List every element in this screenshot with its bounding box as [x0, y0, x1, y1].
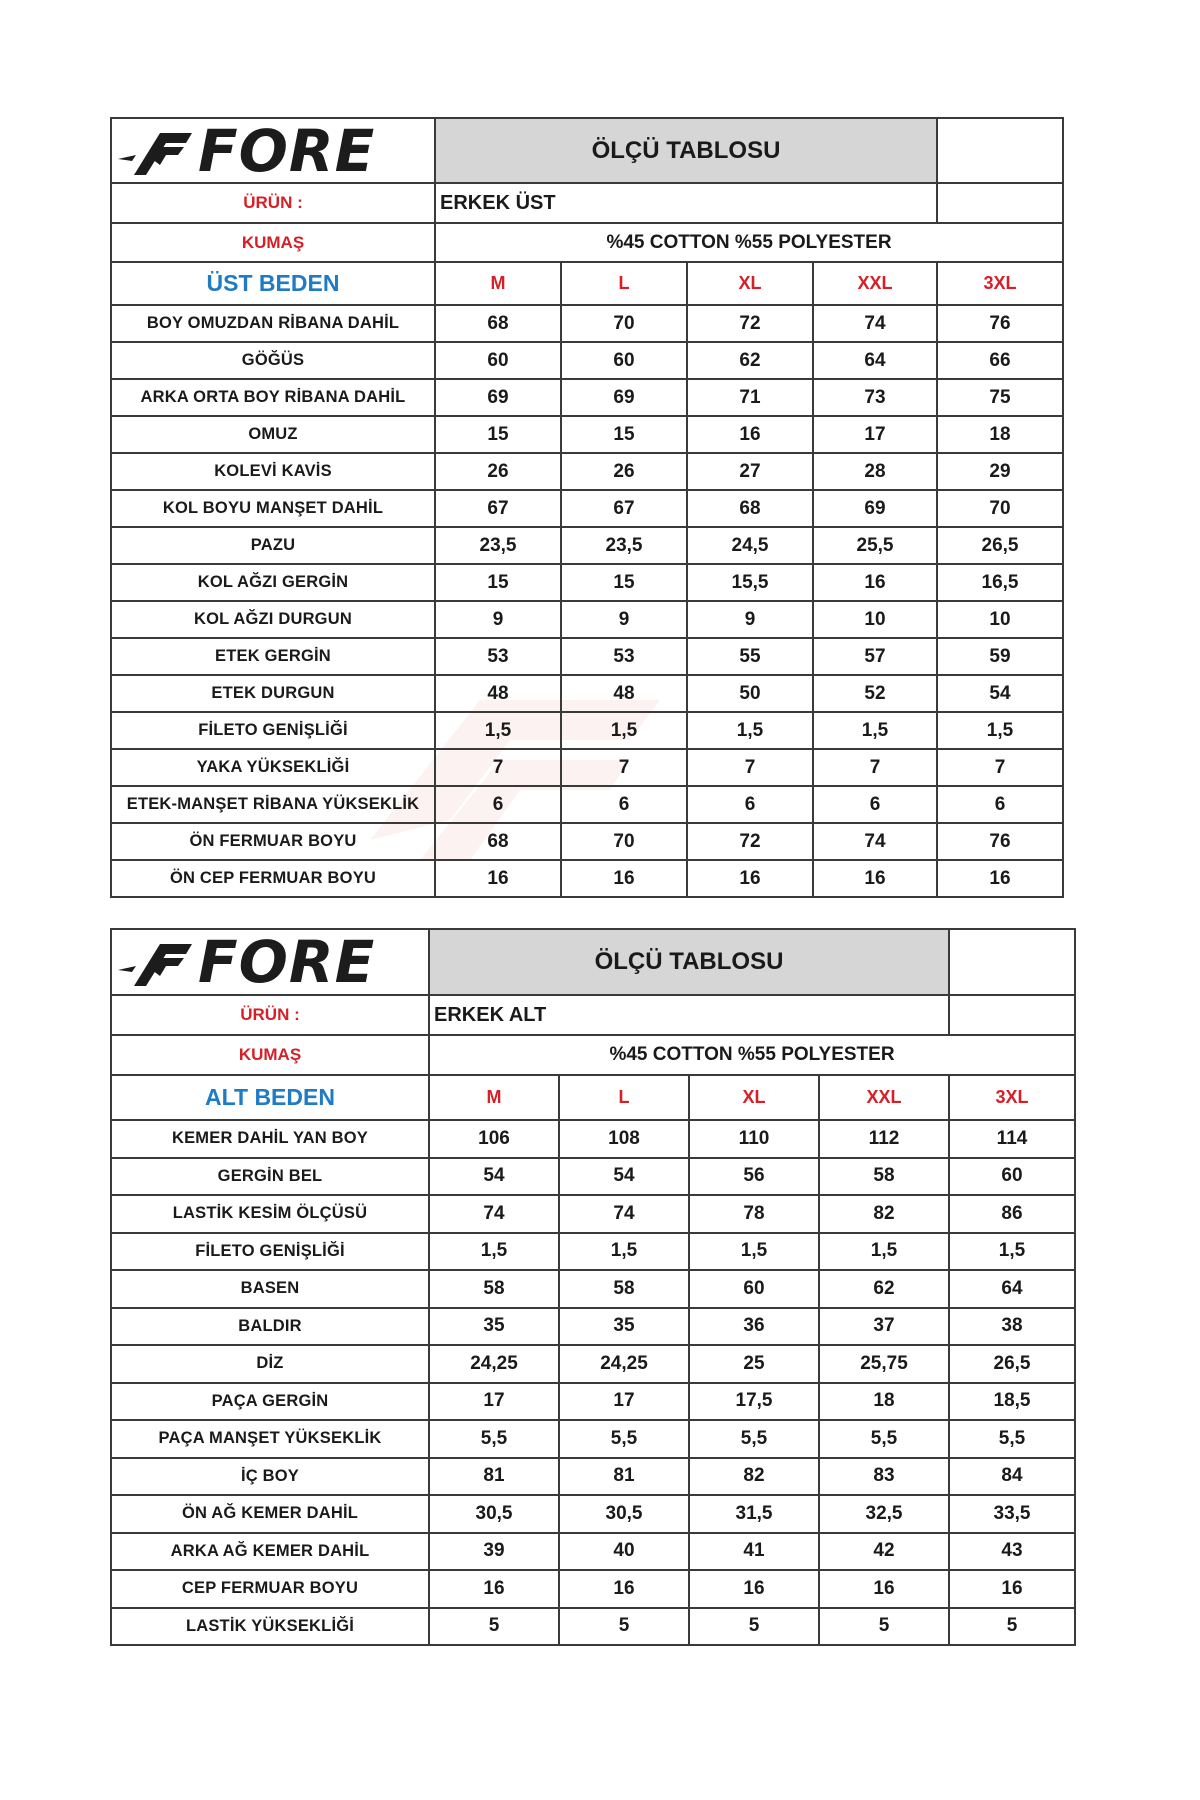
table-row: [111, 1120, 1075, 1158]
measurement-value: 36: [689, 1308, 819, 1346]
measurement-value: 6: [561, 786, 687, 823]
measurement-value: 5,5: [559, 1420, 689, 1458]
measurement-value: 5: [559, 1608, 689, 1646]
measurement-value: 15: [435, 564, 561, 601]
size-col-3xl: 3XL: [949, 1075, 1075, 1120]
measurement-value: 16: [813, 860, 937, 897]
measurement-value: 17,5: [689, 1383, 819, 1421]
measurement-value: 1,5: [689, 1233, 819, 1271]
measurement-label: KOL AĞZI DURGUN: [111, 601, 435, 638]
table-row: [111, 675, 1063, 712]
measurement-value: 54: [559, 1158, 689, 1196]
measurement-value: 112: [819, 1120, 949, 1158]
measurement-value: 17: [559, 1383, 689, 1421]
measurement-value: 9: [687, 601, 813, 638]
table-row: [111, 305, 1063, 342]
table-row: [111, 1533, 1075, 1571]
table-row: [111, 527, 1063, 564]
measurement-value: 1,5: [949, 1233, 1075, 1271]
measurement-value: 69: [561, 379, 687, 416]
measurement-value: 7: [435, 749, 561, 786]
measurement-value: 16: [561, 860, 687, 897]
header-blank-cell: [949, 929, 1075, 995]
measurement-value: 18: [819, 1383, 949, 1421]
measurement-value: 35: [429, 1308, 559, 1346]
measurement-value: 24,5: [687, 527, 813, 564]
measurement-value: 15,5: [687, 564, 813, 601]
measurement-value: 5: [429, 1608, 559, 1646]
table-row: [111, 1495, 1075, 1533]
measurement-value: 6: [813, 786, 937, 823]
measurement-value: 16: [429, 1570, 559, 1608]
measurement-value: 28: [813, 453, 937, 490]
measurement-value: 82: [689, 1458, 819, 1496]
measurement-label: ETEK GERGİN: [111, 638, 435, 675]
measurement-value: 7: [813, 749, 937, 786]
measurement-label: ÖN FERMUAR BOYU: [111, 823, 435, 860]
measurement-label: BOY OMUZDAN RİBANA DAHİL: [111, 305, 435, 342]
table-row: [111, 1458, 1075, 1496]
measurement-value: 81: [429, 1458, 559, 1496]
measurement-label: KOLEVİ KAVİS: [111, 453, 435, 490]
measurement-value: 26,5: [949, 1345, 1075, 1383]
measurement-value: 24,25: [559, 1345, 689, 1383]
table-row: [111, 1420, 1075, 1458]
table-row: [111, 638, 1063, 675]
measurement-label: YAKA YÜKSEKLİĞİ: [111, 749, 435, 786]
measurement-value: 69: [435, 379, 561, 416]
measurement-label: ÖN AĞ KEMER DAHİL: [111, 1495, 429, 1533]
measurement-value: 16: [937, 860, 1063, 897]
header-blank-cell: [937, 118, 1063, 183]
measurement-value: 1,5: [687, 712, 813, 749]
measurement-label: ETEK-MANŞET RİBANA YÜKSEKLİK: [111, 786, 435, 823]
measurement-value: 9: [435, 601, 561, 638]
header-row: [111, 118, 1063, 183]
measurement-value: 5: [819, 1608, 949, 1646]
product-label: ÜRÜN :: [111, 995, 429, 1035]
table-row: [111, 860, 1063, 897]
measurement-value: 108: [559, 1120, 689, 1158]
table-row: [111, 712, 1063, 749]
measurement-value: 16: [949, 1570, 1075, 1608]
measurement-value: 1,5: [813, 712, 937, 749]
measurement-value: 24,25: [429, 1345, 559, 1383]
measurement-value: 16: [687, 416, 813, 453]
product-row: [111, 995, 1075, 1035]
measurement-label: ARKA AĞ KEMER DAHİL: [111, 1533, 429, 1571]
table-row: [111, 1270, 1075, 1308]
table-row: [111, 1570, 1075, 1608]
measurement-value: 7: [687, 749, 813, 786]
table-row: [111, 749, 1063, 786]
measurement-value: 18: [937, 416, 1063, 453]
product-value: ERKEK ALT: [429, 995, 949, 1035]
table-row: [111, 1233, 1075, 1271]
measurement-label: KEMER DAHİL YAN BOY: [111, 1120, 429, 1158]
measurement-value: 50: [687, 675, 813, 712]
brand-logo-text: FORE: [198, 118, 376, 183]
size-header-label: ALT BEDEN: [111, 1075, 429, 1120]
measurement-value: 42: [819, 1533, 949, 1571]
measurement-value: 15: [561, 416, 687, 453]
measurement-value: 41: [689, 1533, 819, 1571]
measurement-value: 32,5: [819, 1495, 949, 1533]
table-row: [111, 601, 1063, 638]
size-header-label: ÜST BEDEN: [111, 262, 435, 305]
measurement-value: 5,5: [949, 1420, 1075, 1458]
measurement-value: 40: [559, 1533, 689, 1571]
measurement-value: 75: [937, 379, 1063, 416]
measurement-value: 1,5: [819, 1233, 949, 1271]
measurement-value: 16: [819, 1570, 949, 1608]
measurement-value: 52: [813, 675, 937, 712]
measurement-value: 37: [819, 1308, 949, 1346]
measurement-value: 30,5: [429, 1495, 559, 1533]
size-col-l: L: [561, 262, 687, 305]
measurement-label: BASEN: [111, 1270, 429, 1308]
table-row: [111, 1158, 1075, 1196]
size-col-3xl: 3XL: [937, 262, 1063, 305]
measurement-label: BALDIR: [111, 1308, 429, 1346]
measurement-value: 38: [949, 1308, 1075, 1346]
fabric-value: %45 COTTON %55 POLYESTER: [429, 1035, 1075, 1075]
measurement-value: 39: [429, 1533, 559, 1571]
measurement-label: LASTİK YÜKSEKLİĞİ: [111, 1608, 429, 1646]
table-row: [111, 823, 1063, 860]
measurement-label: KOL BOYU MANŞET DAHİL: [111, 490, 435, 527]
measurement-value: 6: [937, 786, 1063, 823]
measurement-value: 43: [949, 1533, 1075, 1571]
table-row: [111, 786, 1063, 823]
measurement-value: 16: [689, 1570, 819, 1608]
fore-wing-icon: [116, 936, 194, 988]
measurement-label: CEP FERMUAR BOYU: [111, 1570, 429, 1608]
measurement-label: GERGİN BEL: [111, 1158, 429, 1196]
measurement-value: 73: [813, 379, 937, 416]
measurement-value: 9: [561, 601, 687, 638]
measurement-value: 64: [813, 342, 937, 379]
size-header-row: [111, 1075, 1075, 1120]
measurement-value: 10: [813, 601, 937, 638]
measurement-value: 10: [937, 601, 1063, 638]
measurement-value: 16: [435, 860, 561, 897]
measurement-value: 76: [937, 305, 1063, 342]
measurement-value: 76: [937, 823, 1063, 860]
measurement-value: 60: [949, 1158, 1075, 1196]
measurement-value: 7: [937, 749, 1063, 786]
measurement-label: ETEK DURGUN: [111, 675, 435, 712]
measurement-label: PAÇA MANŞET YÜKSEKLİK: [111, 1420, 429, 1458]
measurement-value: 60: [561, 342, 687, 379]
measurement-value: 23,5: [435, 527, 561, 564]
measurement-value: 60: [689, 1270, 819, 1308]
fabric-label: KUMAŞ: [111, 1035, 429, 1075]
measurement-value: 26: [435, 453, 561, 490]
measurement-value: 1,5: [561, 712, 687, 749]
measurement-value: 25,5: [813, 527, 937, 564]
measurement-value: 25,75: [819, 1345, 949, 1383]
measurement-value: 55: [687, 638, 813, 675]
measurement-value: 26,5: [937, 527, 1063, 564]
measurement-value: 54: [937, 675, 1063, 712]
brand-logo: [111, 118, 435, 183]
measurement-value: 1,5: [559, 1233, 689, 1271]
measurement-value: 81: [559, 1458, 689, 1496]
measurement-label: PAZU: [111, 527, 435, 564]
measurement-value: 1,5: [435, 712, 561, 749]
measurement-label: GÖĞÜS: [111, 342, 435, 379]
measurement-value: 57: [813, 638, 937, 675]
measurement-label: PAÇA GERGİN: [111, 1383, 429, 1421]
top-size-chart-table: [110, 117, 1064, 898]
header-row: [111, 929, 1075, 995]
size-col-xl: XL: [687, 262, 813, 305]
fabric-row: [111, 223, 1063, 262]
measurement-value: 62: [687, 342, 813, 379]
size-col-xxl: XXL: [813, 262, 937, 305]
size-col-l: L: [559, 1075, 689, 1120]
measurement-value: 5: [949, 1608, 1075, 1646]
bottom-measure-rows: [111, 1120, 1075, 1645]
size-col-xxl: XXL: [819, 1075, 949, 1120]
measurement-value: 30,5: [559, 1495, 689, 1533]
bottom-size-chart-table: [110, 928, 1076, 1646]
measurement-value: 60: [435, 342, 561, 379]
measurement-value: 74: [559, 1195, 689, 1233]
fore-wing-icon: [116, 125, 194, 177]
product-blank-cell: [937, 183, 1063, 223]
size-col-xl: XL: [689, 1075, 819, 1120]
measurement-value: 74: [813, 823, 937, 860]
measurement-value: 23,5: [561, 527, 687, 564]
measurement-value: 62: [819, 1270, 949, 1308]
measurement-value: 58: [819, 1158, 949, 1196]
measurement-value: 72: [687, 305, 813, 342]
measurement-value: 64: [949, 1270, 1075, 1308]
table-row: [111, 453, 1063, 490]
measurement-value: 26: [561, 453, 687, 490]
measurement-label: LASTİK KESİM ÖLÇÜSÜ: [111, 1195, 429, 1233]
table-row: [111, 1195, 1075, 1233]
measurement-value: 33,5: [949, 1495, 1075, 1533]
measurement-value: 16: [559, 1570, 689, 1608]
measurement-value: 16: [687, 860, 813, 897]
measurement-value: 54: [429, 1158, 559, 1196]
measurement-value: 66: [937, 342, 1063, 379]
measurement-value: 1,5: [937, 712, 1063, 749]
measurement-value: 18,5: [949, 1383, 1075, 1421]
measurement-value: 59: [937, 638, 1063, 675]
measurement-label: İÇ BOY: [111, 1458, 429, 1496]
measurement-label: ÖN CEP FERMUAR BOYU: [111, 860, 435, 897]
measurement-value: 35: [559, 1308, 689, 1346]
measurement-value: 68: [435, 305, 561, 342]
measurement-value: 5: [689, 1608, 819, 1646]
measurement-value: 16: [813, 564, 937, 601]
measurement-value: 6: [687, 786, 813, 823]
measurement-value: 53: [561, 638, 687, 675]
measurement-value: 67: [561, 490, 687, 527]
measurement-value: 82: [819, 1195, 949, 1233]
table-row: [111, 1383, 1075, 1421]
measurement-value: 5,5: [819, 1420, 949, 1458]
table-row: [111, 1308, 1075, 1346]
measurement-value: 17: [813, 416, 937, 453]
measurement-value: 56: [689, 1158, 819, 1196]
measurement-value: 106: [429, 1120, 559, 1158]
product-row: [111, 183, 1063, 223]
fabric-label: KUMAŞ: [111, 223, 435, 262]
table-row: [111, 342, 1063, 379]
measurement-value: 15: [561, 564, 687, 601]
measurement-value: 84: [949, 1458, 1075, 1496]
measurement-label: KOL AĞZI GERGİN: [111, 564, 435, 601]
measurement-label: ARKA ORTA BOY RİBANA DAHİL: [111, 379, 435, 416]
brand-logo: [111, 929, 429, 995]
measurement-value: 86: [949, 1195, 1075, 1233]
top-measure-rows: [111, 305, 1063, 897]
measurement-value: 27: [687, 453, 813, 490]
measurement-value: 68: [435, 823, 561, 860]
measurement-value: 71: [687, 379, 813, 416]
measurement-label: FİLETO GENİŞLİĞİ: [111, 712, 435, 749]
measurement-label: DİZ: [111, 1345, 429, 1383]
measurement-value: 69: [813, 490, 937, 527]
measurement-value: 48: [435, 675, 561, 712]
measurement-value: 5,5: [689, 1420, 819, 1458]
size-header-row: [111, 262, 1063, 305]
measurement-value: 70: [561, 823, 687, 860]
measurement-value: 78: [689, 1195, 819, 1233]
measurement-value: 114: [949, 1120, 1075, 1158]
measurement-value: 58: [559, 1270, 689, 1308]
measurement-value: 74: [813, 305, 937, 342]
measurement-value: 7: [561, 749, 687, 786]
measurement-value: 1,5: [429, 1233, 559, 1271]
table-row: [111, 490, 1063, 527]
table-row: [111, 1608, 1075, 1646]
size-col-m: M: [435, 262, 561, 305]
measurement-value: 72: [687, 823, 813, 860]
measurement-value: 17: [429, 1383, 559, 1421]
chart-title: ÖLÇÜ TABLOSU: [429, 929, 949, 995]
measurement-value: 58: [429, 1270, 559, 1308]
measurement-label: OMUZ: [111, 416, 435, 453]
size-col-m: M: [429, 1075, 559, 1120]
measurement-label: FİLETO GENİŞLİĞİ: [111, 1233, 429, 1271]
measurement-value: 83: [819, 1458, 949, 1496]
measurement-value: 53: [435, 638, 561, 675]
table-row: [111, 1345, 1075, 1383]
measurement-value: 48: [561, 675, 687, 712]
product-value: ERKEK ÜST: [435, 183, 937, 223]
measurement-value: 74: [429, 1195, 559, 1233]
fabric-row: [111, 1035, 1075, 1075]
measurement-value: 31,5: [689, 1495, 819, 1533]
measurement-value: 29: [937, 453, 1063, 490]
measurement-value: 70: [937, 490, 1063, 527]
measurement-value: 70: [561, 305, 687, 342]
measurement-value: 68: [687, 490, 813, 527]
table-row: [111, 416, 1063, 453]
table-row: [111, 564, 1063, 601]
measurement-value: 5,5: [429, 1420, 559, 1458]
measurement-value: 15: [435, 416, 561, 453]
measurement-value: 16,5: [937, 564, 1063, 601]
chart-title: ÖLÇÜ TABLOSU: [435, 118, 937, 183]
brand-logo-text: FORE: [198, 929, 376, 995]
fabric-value: %45 COTTON %55 POLYESTER: [435, 223, 1063, 262]
product-label: ÜRÜN :: [111, 183, 435, 223]
measurement-value: 25: [689, 1345, 819, 1383]
measurement-value: 110: [689, 1120, 819, 1158]
measurement-value: 67: [435, 490, 561, 527]
table-row: [111, 379, 1063, 416]
product-blank-cell: [949, 995, 1075, 1035]
measurement-value: 6: [435, 786, 561, 823]
